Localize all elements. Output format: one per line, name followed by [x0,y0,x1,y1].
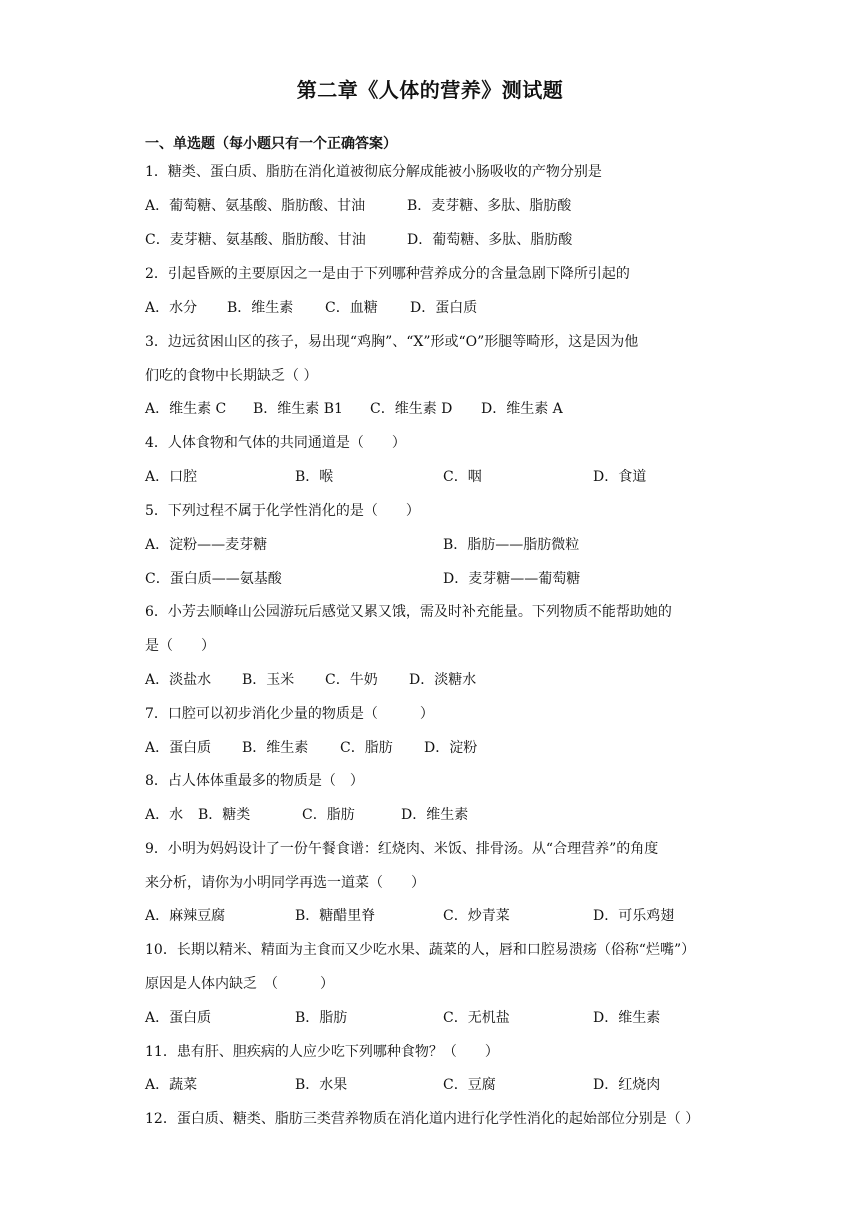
question-1-option-d: D．葡萄糖、多肽、脂肪酸 [407,232,573,248]
question-1-options-row-1 [145,194,725,218]
question-1-option-c: C．麦芽糖、氨基酸、脂肪酸、甘油 [145,232,366,248]
question-4-option-a: A．口腔 [145,469,198,485]
question-1-stem: 1．糖类、蛋白质、脂肪在消化道被彻底分解成能被小肠吸收的产物分别是 [145,164,602,180]
question-5-option-b: B．脂肪——脂肪微粒 [443,537,580,553]
question-11-option-a: A．蔬菜 [145,1077,198,1093]
question-3-stem-line-2: 们吃的食物中长期缺乏（ ） [145,368,318,384]
question-7-option-c: C．脂肪 [340,740,393,756]
question-11-option-b: B．水果 [295,1077,348,1093]
question-10-stem-line-1: 10．长期以精米、精面为主食而又少吃水果、蔬菜的人，唇和口腔易溃疡（俗称“烂嘴”） [145,942,696,958]
question-7-option-a: A．蛋白质 [145,740,212,756]
question-10-option-b: B．脂肪 [295,1010,348,1026]
question-9-option-a: A．麻辣豆腐 [145,908,226,924]
question-4-option-d: D．食道 [593,469,647,485]
question-2-option-b: B．维生素 [227,300,294,316]
question-5-option-d: D．麦芽糖——葡萄糖 [443,571,581,587]
question-2-option-a: A．水分 [145,300,198,316]
question-8-option-b: B．糖类 [198,807,251,823]
question-9-option-b: B．糖醋里脊 [295,908,376,924]
question-6-option-d: D．淡糖水 [409,672,477,688]
question-4-options [145,465,725,489]
question-8-option-c: C．脂肪 [302,807,355,823]
question-6-option-b: B．玉米 [242,672,295,688]
question-2-option-c: C．血糖 [325,300,378,316]
question-1-options-row-2 [145,228,725,252]
document-title: 第二章《人体的营养》测试题 [296,78,564,102]
question-1-option-b: B．麦芽糖、多肽、脂肪酸 [407,198,572,214]
question-9-option-d: D．可乐鸡翅 [593,908,675,924]
question-3-stem-line-1: 3．边远贫困山区的孩子，易出现“鸡胸”、“X”形或“O”形腿等畸形，这是因为他 [145,334,639,350]
question-2-options [145,296,725,320]
question-3-option-d: D．维生素 A [481,401,563,417]
question-8-option-d: D．维生素 [401,807,469,823]
question-11-options [145,1073,725,1097]
question-5-stem: 5．下列过程不属于化学性消化的是（ ） [145,503,420,519]
question-3-options [145,397,725,421]
question-5-options-row-1 [145,533,725,557]
question-11-option-d: D．红烧肉 [593,1077,661,1093]
question-2-option-d: D．蛋白质 [410,300,478,316]
question-10-option-c: C．无机盐 [443,1010,510,1026]
question-6-stem-line-1: 6．小芳去顺峰山公园游玩后感觉又累又饿，需及时补充能量。下列物质不能帮助她的 [145,604,672,620]
question-6-stem-line-2: 是（ ） [145,638,215,654]
question-7-stem: 7．口腔可以初步消化少量的物质是（ ） [145,706,434,722]
question-6-options [145,668,725,692]
question-5-options-row-2 [145,567,725,591]
question-11-stem: 11．患有肝、胆疾病的人应少吃下列哪种食物？（ ） [145,1044,499,1060]
question-1-option-a: A．葡萄糖、氨基酸、脂肪酸、甘油 [145,198,366,214]
question-11-option-c: C．豆腐 [443,1077,496,1093]
question-8-option-a: A．水 [145,807,184,823]
question-5-option-a: A．淀粉——麦芽糖 [145,537,268,553]
question-2-stem: 2．引起昏厥的主要原因之一是由于下列哪种营养成分的含量急剧下降所引起的 [145,266,630,282]
question-7-options [145,736,725,760]
question-3-option-c: C．维生素 D [370,401,453,417]
section-heading: 一、单选题（每小题只有一个正确答案） [145,136,397,152]
question-10-options [145,1006,725,1030]
question-10-option-a: A．蛋白质 [145,1010,212,1026]
question-10-option-d: D．维生素 [593,1010,661,1026]
question-4-option-b: B．喉 [295,469,334,485]
question-6-option-a: A．淡盐水 [145,672,212,688]
question-9-stem-line-2: 来分析，请你为小明同学再选一道菜（ ） [145,875,425,891]
question-6-option-c: C．牛奶 [325,672,378,688]
question-12-stem: 12．蛋白质、糖类、脂肪三类营养物质在消化道内进行化学性消化的起始部位分别是（ ） [145,1111,700,1127]
question-7-option-d: D．淀粉 [424,740,478,756]
question-8-options [145,803,725,827]
question-8-stem: 8．占人体体重最多的物质是（ ） [145,773,364,789]
question-10-stem-line-2: 原因是人体内缺乏 （ ） [145,976,334,992]
question-3-option-b: B．维生素 B1 [253,401,343,417]
question-5-option-c: C．蛋白质——氨基酸 [145,571,282,587]
question-9-stem-line-1: 9．小明为妈妈设计了一份午餐食谱：红烧肉、米饭、排骨汤。从“合理营养”的角度 [145,841,659,857]
question-7-option-b: B．维生素 [242,740,309,756]
question-4-stem: 4．人体食物和气体的共同通道是（ ） [145,435,406,451]
question-9-option-c: C．炒青菜 [443,908,510,924]
question-4-option-c: C．咽 [443,469,482,485]
question-3-option-a: A．维生素 C [145,401,227,417]
question-9-options [145,904,725,928]
